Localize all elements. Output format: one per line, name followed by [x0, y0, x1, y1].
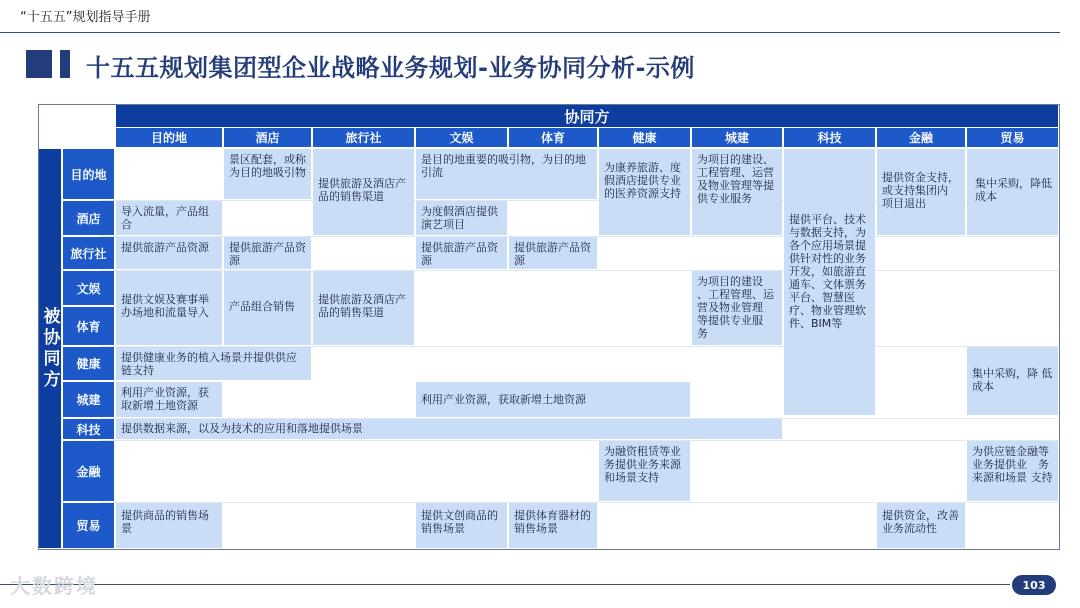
synergy-cell: 提供平台、技术与数据支持，为各个应用场景提供针对性的业务开发，如旅游直通车、文体票务平台、智慧医疗、物业管理软件、BIM等: [784, 149, 875, 415]
header-divider: [0, 32, 1060, 33]
row-head-destination: 目的地: [63, 149, 114, 199]
synergy-matrix: [38, 104, 1060, 550]
row-head-entertainment: 文娱: [63, 271, 114, 305]
row-head-technology: 科技: [63, 419, 114, 439]
col-head-entertainment: 文娱: [416, 128, 507, 147]
synergy-cell: 提供健康业务的植入场景并提供供应 链支持: [116, 347, 311, 380]
col-head-destination: 目的地: [116, 128, 222, 147]
collaborator-band: 协同方: [116, 105, 1058, 127]
row-separator: [101, 440, 1058, 441]
synergy-cell: 利用产业资源，获取新增土地资源: [116, 382, 222, 417]
synergy-cell: 为供应链金融等业务提供业 务来源和场景 支持: [967, 441, 1058, 501]
synergy-cell: 提供旅游及酒店产品的销售渠道: [313, 271, 414, 345]
synergy-cell: 利用产业资源，获取新增土地资源: [416, 382, 690, 417]
synergy-cell: 提供数据来源，以及为技术的应用和落地提供场景: [116, 419, 782, 439]
row-head-urban-construction: 城建: [63, 382, 114, 417]
col-head-sports: 体育: [509, 128, 597, 147]
collaborated-band-label: 被协同方: [39, 306, 60, 391]
synergy-cell: 导入流量，产品组合: [116, 201, 222, 235]
synergy-cell: 提供旅游产品资源: [416, 237, 507, 269]
synergy-cell: 为度假酒店提供演艺项目: [416, 201, 507, 235]
synergy-cell: 提供旅游产品资源: [509, 237, 597, 269]
footer-divider: [0, 584, 1010, 585]
row-head-health: 健康: [63, 347, 114, 380]
collaborated-band: [39, 149, 61, 548]
synergy-cell: 提供体育器材的销售场景: [509, 503, 597, 548]
title-accent-block: [26, 50, 52, 78]
synergy-cell: 提供旅游产品资源: [116, 237, 222, 269]
col-head-finance: 金融: [877, 128, 965, 147]
synergy-cell: 提供文创商品的销售场景: [416, 503, 507, 548]
col-head-urban-construction: 城建: [692, 128, 782, 147]
synergy-cell: 提供旅游及酒店产品的销售渠道: [313, 149, 414, 235]
row-head-hotel: 酒店: [63, 201, 114, 235]
synergy-cell: 景区配套，或称为目的地吸引物: [224, 149, 311, 199]
row-head-sports: 体育: [63, 307, 114, 345]
synergy-cell: 提供旅游产品资源: [224, 237, 311, 269]
col-head-health: 健康: [599, 128, 690, 147]
watermark: 大数跨境: [10, 574, 98, 598]
synergy-cell: 提供资金，改善业务流动性: [877, 503, 965, 548]
synergy-cell: 产品组合销售: [224, 271, 311, 345]
row-head-travel-agency: 旅行社: [63, 237, 114, 269]
synergy-cell: 是目的地重要的吸引物，为目的地引流: [416, 149, 597, 199]
col-head-travel-agency: 旅行社: [313, 128, 414, 147]
title-accent-bar: [60, 50, 70, 78]
col-head-trade: 贸易: [967, 128, 1058, 147]
synergy-cell: 为项目的建设、工程管理、运营及物业管理等提供专业服务: [692, 149, 782, 235]
col-head-hotel: 酒店: [224, 128, 311, 147]
synergy-cell: 提供文娱及赛事举办场地和流量导入: [116, 271, 222, 345]
synergy-cell: 为项目的建设 、工程管理、运 营及物业管理 等提供专业服 务: [692, 271, 782, 345]
page-number-badge: 103: [1012, 575, 1056, 595]
synergy-cell: 提供商品的销售场景: [116, 503, 222, 548]
synergy-cell: 集中采购，降 低成本: [967, 347, 1058, 415]
synergy-cell: 为融资租赁等业务提供业务来源和场景支持: [599, 441, 690, 501]
row-head-trade: 贸易: [63, 503, 114, 548]
col-head-technology: 科技: [784, 128, 875, 147]
handbook-label: “十五五”规划指导手册: [20, 10, 151, 25]
synergy-cell: 为康养旅游、度假酒店提供专业的医养资源支持: [599, 149, 690, 235]
row-head-finance: 金融: [63, 441, 114, 501]
page-title: 十五五规划集团型企业战略业务规划-业务协同分析-示例: [86, 54, 695, 82]
synergy-cell: 提供资金支持，或支持集团内 项目退出: [877, 149, 965, 235]
synergy-cell: 集中采购，降低成本: [967, 149, 1058, 235]
